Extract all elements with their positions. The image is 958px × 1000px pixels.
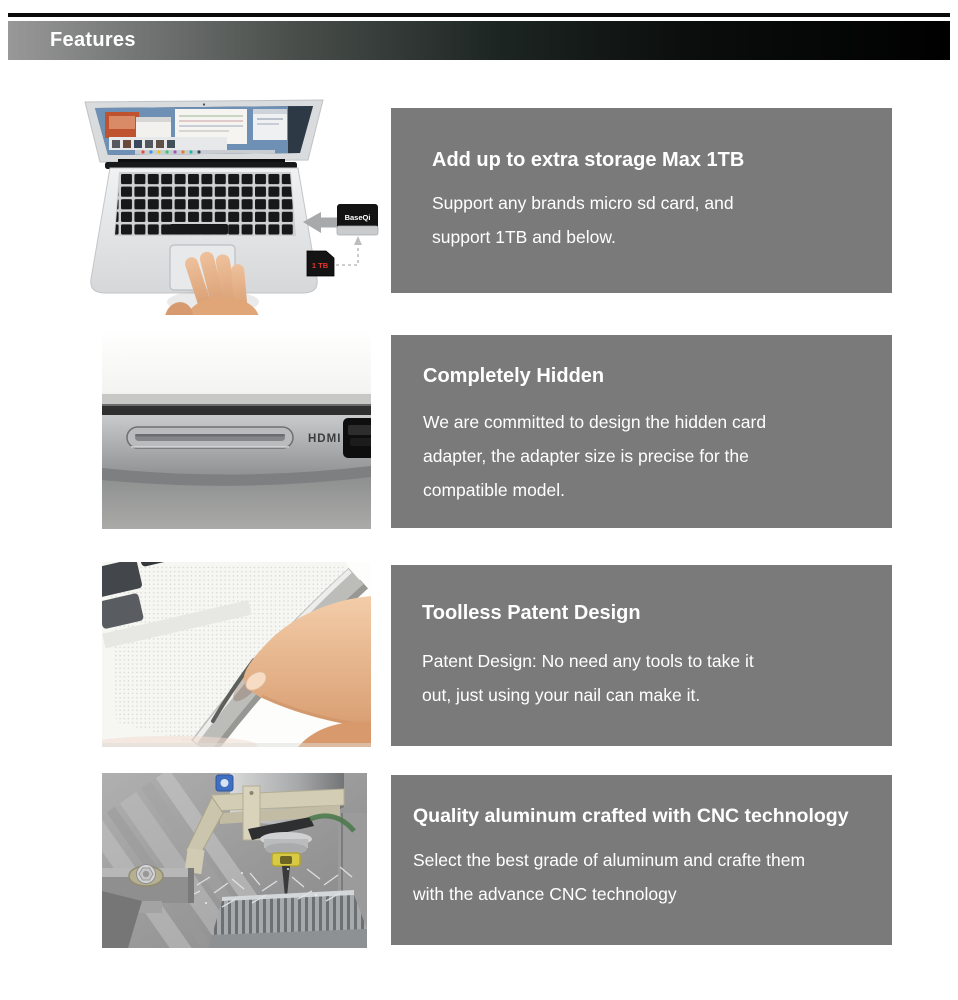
aluminum-heatsink	[208, 890, 367, 948]
cnc-milling-illustration	[102, 773, 367, 948]
webcam-dot	[203, 103, 205, 105]
feature-body: We are committed to design the hidden card adapter, the adapter size is precise for the compatible model.	[423, 412, 767, 500]
macbook-top-view-illustration	[75, 95, 390, 315]
feature-title: Add up to extra storage Max 1TB	[432, 149, 745, 171]
lid-edge	[102, 394, 371, 405]
section-title: Features	[50, 29, 136, 51]
feature-title: Quality aluminum crafted with CNC technology	[413, 805, 849, 827]
hdmi-label: HDMI	[308, 433, 342, 445]
features-header-bar	[8, 21, 950, 60]
macbook-screen	[85, 100, 323, 162]
feature-body: Support any brands micro sd card, and support 1TB and below.	[432, 193, 734, 247]
microsd-card	[307, 251, 334, 276]
spacebar	[170, 224, 228, 235]
product-photo-hidden-slot	[102, 330, 371, 529]
sd-card-slot	[127, 427, 293, 448]
dashed-connector-arrow	[336, 236, 362, 265]
feature-panel-storage	[391, 108, 892, 293]
feature-panel-toolless	[391, 565, 892, 746]
baseqi-adapter	[337, 204, 378, 235]
finger-eject-illustration	[102, 562, 371, 747]
feature-panel-hidden	[391, 335, 892, 528]
blue-label	[216, 775, 233, 791]
product-photo-macbook-adapter	[75, 95, 390, 315]
card-capacity-label: 1 TB	[311, 261, 329, 270]
feature-body: Patent Design: No need any tools to take it out, just using your nail can make it.	[422, 651, 754, 705]
adapter-brand-label: BaseQi	[344, 213, 371, 222]
product-photo-cnc	[102, 773, 367, 948]
feature-panel-cnc	[391, 775, 892, 945]
feature-title: Completely Hidden	[423, 365, 605, 387]
spindle-nose	[260, 832, 312, 855]
feature-title: Toolless Patent Design	[422, 602, 641, 624]
header-top-rule	[8, 13, 950, 17]
feature-body: Select the best grade of aluminum and crafte them with the advance CNC technology	[413, 850, 806, 904]
macbook-side-illustration	[102, 330, 371, 529]
product-photo-toolless	[102, 562, 371, 747]
hdmi-port	[343, 418, 371, 458]
